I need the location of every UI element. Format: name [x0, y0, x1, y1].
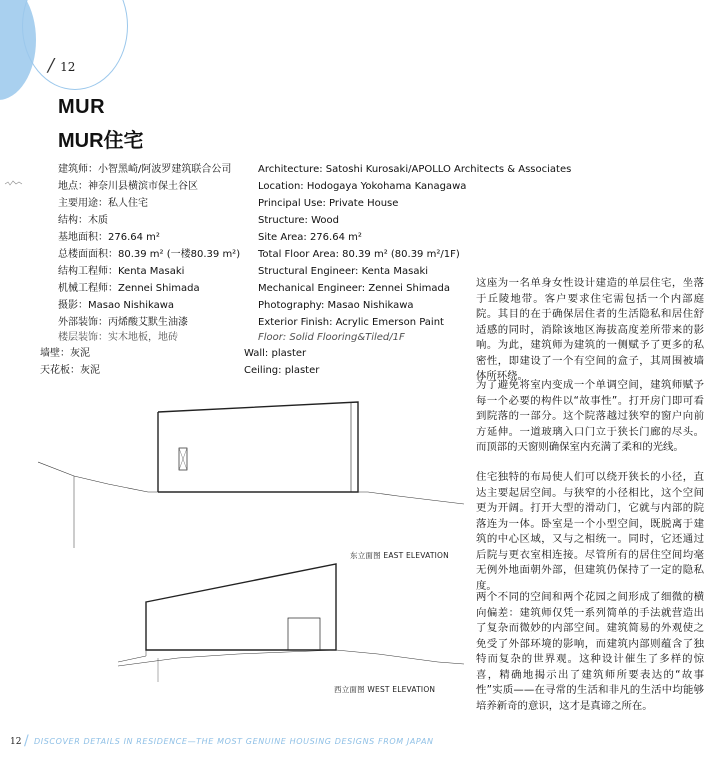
spec-cn-exterior: 外部装饰：丙烯酸艾默生油漆	[58, 317, 188, 328]
spec-cn-location: 地点：神奈川县横滨市保土谷区	[58, 181, 198, 192]
west-elevation-drawing	[118, 562, 464, 682]
spec-cn-mechanical-engineer: 机械工程师：Zennei Shimada	[58, 283, 200, 294]
footer-tagline: DISCOVER DETAILS IN RESIDENCE—THE MOST GENUINE HOUSING DESIGNS FROM JAPAN	[34, 737, 434, 746]
spec-cn-photography: 摄影：Masao Nishikawa	[58, 300, 175, 311]
margin-scribble	[4, 178, 26, 188]
east-elevation-drawing	[38, 400, 464, 548]
spec-en-mechanical-engineer: Mechanical Engineer: Zennei Shimada	[258, 283, 450, 294]
caption-west-elevation: 西立面图 WEST ELEVATION	[334, 685, 436, 694]
spec-en-wall: Wall: plaster	[244, 348, 307, 359]
title-english: MUR	[58, 96, 106, 118]
spec-en-use: Principal Use: Private House	[258, 198, 399, 209]
spec-en-location: Location: Hodogaya Yokohama Kanagawa	[258, 181, 467, 192]
spec-en-floor-area: Total Floor Area: 80.39 m² (80.39 m²/1F)	[258, 249, 460, 260]
body-paragraph-2: 为了避免将室内变成一个单调空间，建筑师赋予每一个必要的构件以“故事性”。打开房门即可看到院落的一部分。这个院落越过狭窄的窗户向前方延伸。一道玻璃入口门立于狭长门廊的尽头。而顶部的天窗则确保室内充满了柔和的光线。	[476, 379, 704, 453]
header-slash: /	[48, 55, 55, 76]
title-chinese: MUR住宅	[58, 130, 144, 152]
body-paragraph-4: 两个不同的空间和两个花园之间形成了细微的横向偏差：建筑师仅凭一系列简单的手法就营造出了复杂而微妙的内部空间。建筑简易的外观使之免受了外部环境的影响，而建筑内部则蕴含了独特而复杂的世界观。这种设计催生了多样的惊喜，精确地揭示出了建筑师所要表达的“故事性”实质——在寻常的生活和非凡的生活中均能够培养新奇的意识，这才是真谛之所在。	[476, 591, 704, 712]
page-footer	[0, 728, 720, 762]
body-paragraph-3: 住宅独特的布局使人们可以绕开狭长的小径，直达主要起居空间。与狭窄的小径相比，这个空间更为开阔。打开大型的滑动门，它就与内部的院落连为一体。卧室是一个小型空间，既脱离于建筑的中心区域，又与之相统一。同时，它还通过后院与更衣室相连接。尽管所有的居住空间均毫无例外地面朝外部，但建筑仍保持了一定的隐私度。	[476, 471, 704, 592]
spec-cn-site-area: 基地面积：276.64 m²	[58, 232, 160, 243]
spec-cn-wall: 墙壁：灰泥	[40, 348, 90, 359]
body-paragraph-1: 这座为一名单身女性设计建造的单层住宅，坐落于丘陵地带。客户要求住宅需包括一个内部庭院。其目的在于确保居住者的生活隐私和居住舒适感的同时，消除该地区海拔高度差所带来的影响。为此，建筑师为建筑的一侧赋予了更多的私密性，即建设了一个有空间的盒子，其周围被墙体所环绕。	[476, 277, 704, 382]
spec-cn-architect: 建筑师：小智黑崎/阿波罗建筑联合公司	[58, 164, 232, 175]
spec-en-site-area: Site Area: 276.64 m²	[258, 232, 362, 243]
caption-east-elevation: 东立面图 EAST ELEVATION	[350, 551, 449, 560]
spec-cn-floor: 楼层装饰：实木地板，地砖	[58, 332, 178, 343]
spec-en-structural-engineer: Structural Engineer: Kenta Masaki	[258, 266, 429, 277]
decorative-circle-outline	[22, 0, 128, 90]
header-page-number	[48, 55, 75, 76]
spec-en-structure: Structure: Wood	[258, 215, 339, 226]
footer-slash: /	[24, 733, 29, 749]
spec-cn-ceiling: 天花板：灰泥	[40, 365, 100, 376]
spec-cn-floor-area: 总楼面面积：80.39 m² (一楼80.39 m²)	[58, 249, 241, 260]
spec-cn-use: 主要用途：私人住宅	[58, 198, 148, 209]
header-page-number-text: 12	[60, 60, 76, 74]
spec-en-photography: Photography: Masao Nishikawa	[258, 300, 414, 311]
spec-cn-structure: 结构：木质	[58, 215, 108, 226]
footer-page-number: 12	[10, 737, 22, 747]
spec-en-architect: Architecture: Satoshi Kurosaki/APOLLO Architects & Associates	[258, 164, 572, 175]
spec-en-floor: Floor: Solid Flooring&Tiled/1F	[258, 332, 405, 343]
spec-en-exterior: Exterior Finish: Acrylic Emerson Paint	[258, 317, 444, 328]
spec-en-ceiling: Ceiling: plaster	[244, 365, 320, 376]
spec-cn-structural-engineer: 结构工程师：Kenta Masaki	[58, 266, 185, 277]
